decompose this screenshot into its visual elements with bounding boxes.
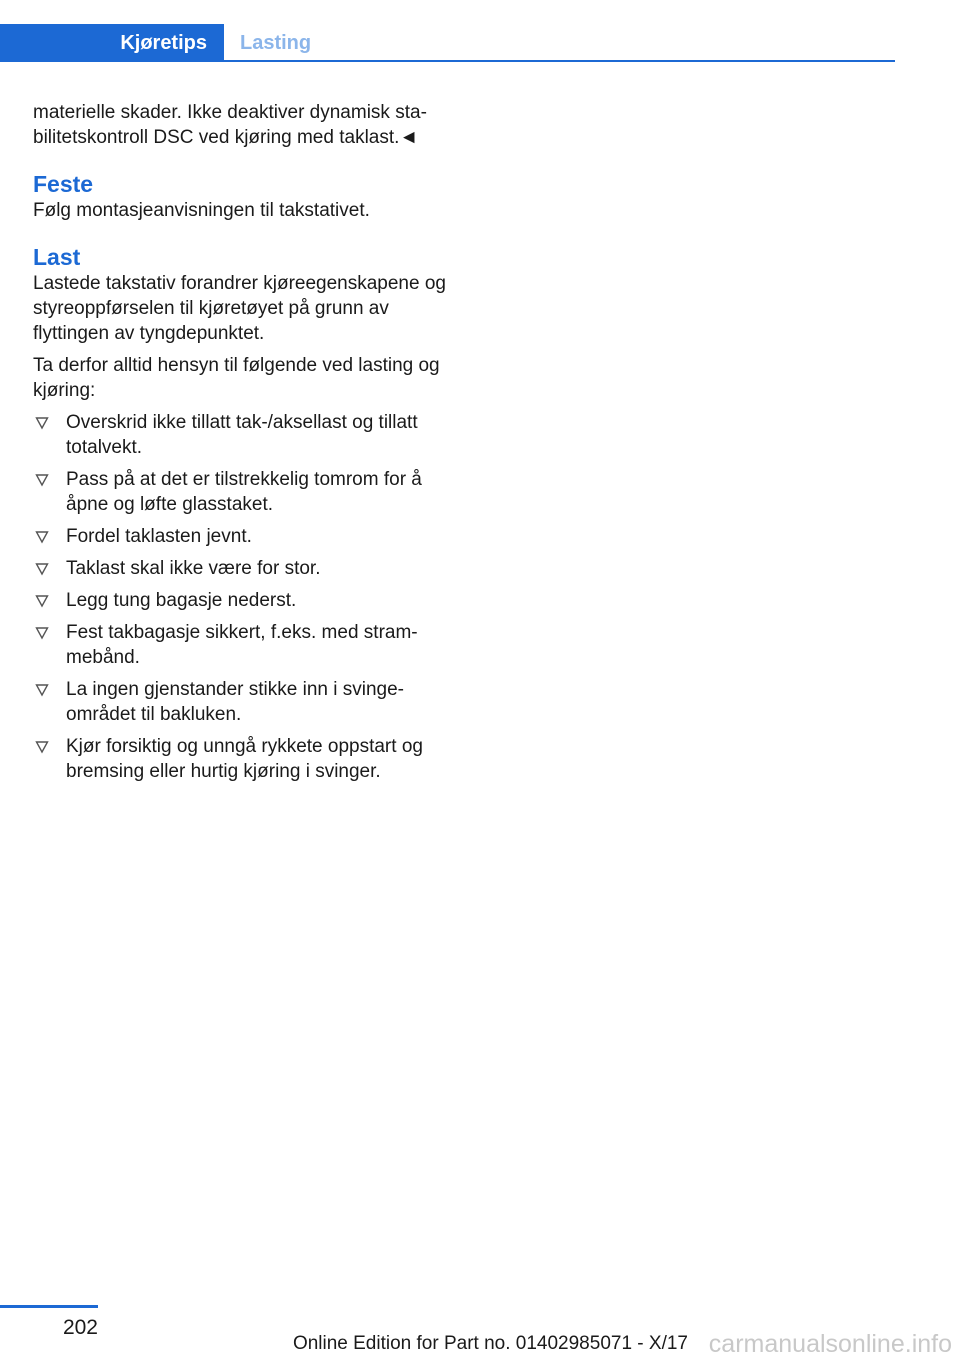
triangle-bullet-icon — [35, 467, 49, 492]
list-item-text: Kjør forsiktig og unngå rykkete oppstart og bremsing eller hurtig kjøring i svinger. — [66, 736, 423, 782]
list-item — [33, 734, 453, 784]
list-item-text: Taklast skal ikke være for stor. — [66, 558, 321, 579]
bullet-list — [33, 410, 453, 784]
list-item — [33, 677, 453, 727]
list-item — [33, 588, 453, 613]
triangle-bullet-icon — [35, 524, 49, 549]
triangle-bullet-icon — [35, 410, 49, 435]
triangle-bullet-icon — [35, 734, 49, 759]
list-item-text: La ingen gjenstander stikke inn i svingeområdet til bakluken. — [66, 679, 404, 725]
list-item-text: Overskrid ikke tillatt tak-/aksellast og tillatt totalvekt. — [66, 412, 418, 458]
triangle-bullet-icon — [35, 620, 49, 645]
list-item — [33, 467, 453, 517]
paragraph: Lastede takstativ forandrer kjøreegenskapene og styreoppførselen til kjøretøyet på grunn av flyttingen av tyngdepunktet. — [33, 273, 446, 344]
list-item-text: Legg tung bagasje nederst. — [66, 590, 297, 611]
intro-paragraph: materielle skader. Ikke deaktiver dynamisk stabilitetskontroll DSC ved kjøring med taklast.◄ — [33, 102, 427, 148]
list-item — [33, 410, 453, 460]
list-item-text: Pass på at det er tilstrekkelig tomrom for å åpne og løfte glasstaket. — [66, 469, 422, 515]
page-number: 202 — [62, 1316, 98, 1339]
paragraph: Ta derfor alltid hensyn til følgende ved lasting og kjøring: — [33, 355, 440, 401]
header-bar — [0, 24, 895, 62]
tab-kjoretips[interactable]: Kjøretips — [0, 24, 224, 62]
list-item — [33, 556, 453, 581]
tab-lasting[interactable]: Lasting — [240, 31, 312, 54]
header-rule — [0, 60, 895, 62]
list-item-text: Fordel taklasten jevnt. — [66, 526, 252, 547]
list-item — [33, 524, 453, 549]
triangle-bullet-icon — [35, 588, 49, 613]
watermark: carmanualsonline.info — [708, 1330, 952, 1358]
section-heading-last: Last — [33, 244, 81, 270]
paragraph: Følg montasjeanvisningen til takstativet. — [33, 200, 370, 221]
section-last — [33, 243, 453, 784]
list-item-text: Fest takbagasje sikkert, f.eks. med strammebånd. — [66, 622, 418, 668]
footer-rule — [0, 1305, 98, 1308]
triangle-bullet-icon — [35, 556, 49, 581]
triangle-bullet-icon — [35, 677, 49, 702]
section-heading-feste: Feste — [33, 171, 94, 197]
list-item — [33, 620, 453, 670]
section-feste — [33, 170, 453, 223]
main-content — [33, 100, 453, 791]
edition-text: Online Edition for Part no. 01402985071 - X/17 — [292, 1333, 688, 1354]
